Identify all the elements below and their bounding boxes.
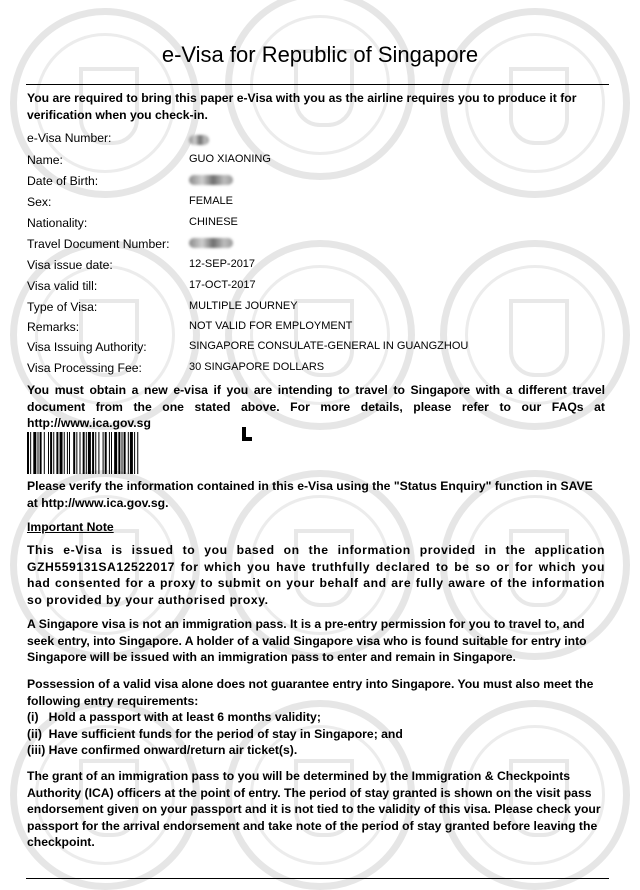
barcode-bar: [60, 432, 63, 474]
field-label: Date of Birth:: [27, 174, 99, 188]
barcode-bar: [38, 432, 39, 474]
important-note-paragraph-4: The grant of an immigration pass to you will be determined by the Immigration & Checkpoints Authority (ICA) officers at the point of entry. The period of stay granted is shown on the visit pass endorsement given on your passport and it is not tied to the validity of this visa. Please check your passport for the arrival endorsement and take note of the period of stay granted before leaving the checkpoint.: [27, 769, 601, 849]
field-label: Sex:: [27, 195, 52, 209]
field-value: CHINESE: [189, 216, 238, 228]
redacted-value: [189, 174, 233, 186]
bottom-rule: [26, 878, 609, 879]
barcode-bar: [86, 432, 87, 474]
barcode-bar: [80, 432, 81, 474]
barcode-bar: [103, 432, 104, 474]
barcode-bar: [109, 432, 110, 474]
field-label: Visa issue date:: [27, 258, 113, 272]
barcode-bar: [95, 432, 96, 474]
corner-mark: [240, 426, 254, 442]
important-note-paragraph-2: A Singapore visa is not an immigration pass. It is a pre-entry permission for you to travel to, and seek entry, into Singapore. A holder of a valid Singapore visa who is found suitable for entry into Singapore will be issued with an immigration pass to enter and remain in Singapore.: [27, 617, 587, 664]
barcode-bar: [114, 432, 117, 474]
field-remarks: [27, 320, 607, 339]
field-evisa-number: [27, 131, 607, 150]
barcode-bar: [69, 432, 70, 474]
requirement-item: (iii) Have confirmed onward/return air ticket(s).: [27, 743, 298, 757]
field-value: NOT VALID FOR EMPLOYMENT: [189, 320, 353, 332]
barcode-bar: [88, 432, 91, 474]
barcode-bar: [53, 432, 54, 474]
barcode-bar: [122, 432, 123, 474]
entry-requirements-list: [27, 709, 605, 759]
barcode-bar: [40, 432, 42, 474]
barcode-bar: [67, 432, 68, 474]
barcode-bar: [137, 432, 138, 474]
barcode-bar: [134, 432, 135, 474]
verify-note: Please verify the information contained in this e-Visa using the "Status Enquiry" function in SAVE at http://www.ica.gov.sg.: [27, 479, 593, 510]
field-type-of-visa: [27, 300, 607, 319]
barcode-bar: [50, 432, 52, 474]
barcode-bar: [111, 432, 112, 474]
redacted-value: [189, 237, 233, 249]
field-visa-valid-till: [27, 279, 607, 298]
field-nationality: [27, 216, 607, 235]
field-value: FEMALE: [189, 195, 234, 207]
field-label: Travel Document Number:: [27, 237, 170, 251]
requirement-item: (ii) Have sufficient funds for the period of stay in Singapore; and: [27, 726, 403, 741]
barcode-bar: [83, 432, 85, 474]
barcode-bar: [73, 432, 75, 474]
field-sex: [27, 195, 607, 214]
field-date-of-birth: [27, 174, 607, 193]
field-value: GUO XIAONING: [189, 153, 271, 165]
field-label: Visa Issuing Authority:: [27, 340, 147, 354]
field-label: Type of Visa:: [27, 300, 98, 314]
important-note-paragraph-1: This e-Visa is issued to you based on the information provided in the application GZH559131SA12522017 for which you have truthfully declared to be so or for which you had consented for a proxy to submit on your behalf and are fully aware of the information so provided by your authorised proxy.: [27, 543, 605, 607]
barcode: [27, 432, 227, 474]
field-value: 12-SEP-2017: [189, 258, 256, 270]
barcode-bar: [124, 432, 126, 474]
field-value: MULTIPLE JOURNEY: [189, 300, 298, 312]
field-label: Visa Processing Fee:: [27, 361, 142, 375]
field-label: Remarks:: [27, 320, 80, 334]
barcode-bar: [33, 432, 36, 474]
barcode-bar: [64, 432, 65, 474]
field-value: SINGAPORE CONSULATE-GENERAL IN GUANGZHOU: [189, 340, 469, 352]
barcode-bar: [128, 432, 129, 474]
barcode-bar: [27, 432, 29, 474]
field-visa-issue-date: [27, 258, 607, 277]
barcode-bar: [48, 432, 49, 474]
barcode-bar: [76, 432, 77, 474]
field-label: Visa valid till:: [27, 279, 98, 293]
new-visa-note: You must obtain a new e-visa if you are intending to travel to Singapore with a different travel document from the one stated above. For more details, please refer to our FAQs at http://www.ica.gov.sg: [27, 383, 605, 430]
document-title: e-Visa for Republic of Singapore: [161, 42, 479, 67]
field-value: 17-OCT-2017: [189, 279, 256, 291]
barcode-bar: [105, 432, 107, 474]
field-label: Name:: [27, 153, 63, 167]
important-note-heading: Important Note: [27, 520, 114, 534]
field-name: [27, 153, 607, 172]
barcode-bar: [118, 432, 120, 474]
redacted-value: [189, 134, 209, 146]
field-visa-processing-fee: [27, 361, 607, 380]
field-label: Nationality:: [27, 216, 88, 230]
entry-requirements-intro: Possession of a valid visa alone does not guarantee entry into Singapore. You must also meet the following entry requirements:: [27, 677, 594, 708]
intro-paragraph: You are required to bring this paper e-Visa with you as the airline requires you to produce it for verification when you check-in.: [27, 91, 577, 122]
field-visa-issuing-authority: [27, 340, 607, 359]
barcode-bar: [130, 432, 133, 474]
requirement-item: (i) Hold a passport with at least 6 months validity;: [27, 710, 321, 724]
barcode-bar: [98, 432, 99, 474]
field-value: 30 SINGAPORE DOLLARS: [189, 361, 325, 373]
barcode-bar: [92, 432, 94, 474]
barcode-bar: [30, 432, 31, 474]
field-label: e-Visa Number:: [27, 131, 112, 145]
barcode-bar: [56, 432, 58, 474]
entry-requirements-block: [27, 676, 605, 759]
barcode-bar: [44, 432, 45, 474]
top-rule: [26, 84, 609, 85]
field-travel-document-number: [27, 237, 607, 256]
